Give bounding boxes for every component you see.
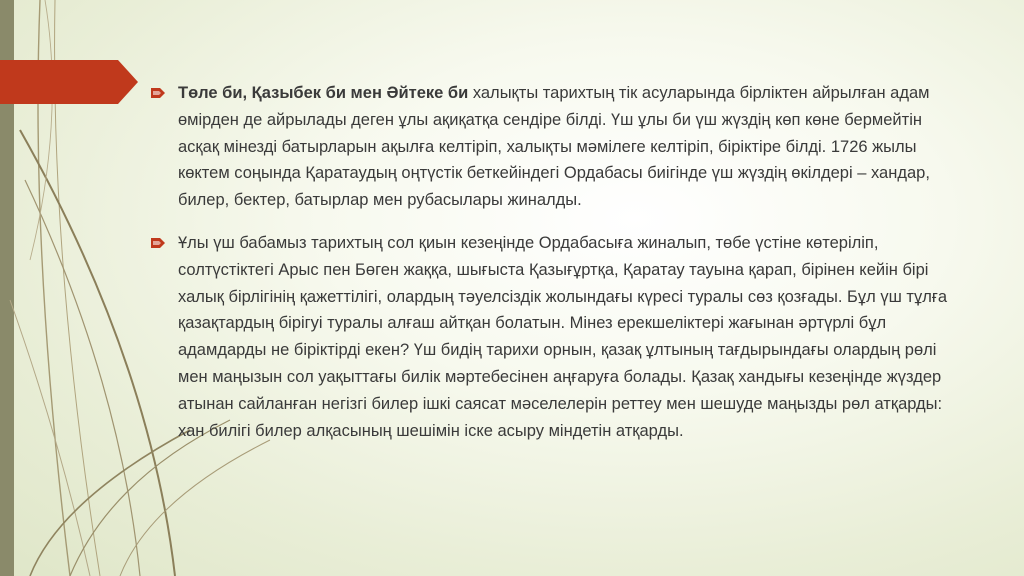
bullet-1-text: халықты тарихтың тік асуларында бірліктен айрылған адам өмірден де айрылады деген ұлы ақиқатқа сендіре білді. Үш ұлы би үш жүздің көп көне бермейтін асқақ мінезді батырларын ақылға келтіріп, халықты мәмілеге келтіріп, біріктіре білді. 1726 жылы көктем соңында Қаратаудың оңтүстік беткейіндегі Ордабасы биігінде үш жүздің өкілдері – хандар, билер, бектер, батырлар мен рубасылары жиналды. [178, 84, 930, 210]
accent-flag-shape [0, 60, 140, 104]
bullet-2-text: Ұлы үш бабамыз тарихтың сол қиын кезеңінде Ордабасыға жиналып, төбе үстіне көтеріліп, солтүстіктегі Арыс пен Бөген жаққа, шығыста Қазығұртқа, Қаратау тауына қарап, бірінен кейін бірі халық бірлігінің қажеттілігі, олардың тәуелсіздік жолындағы күресі туралы сөз қозғады. Бұл үш тұлға қазақтардың бірігуі туралы алғаш айтқан болатын. Мінез ерекшеліктері жағынан әртүрлі бұл адамдарды не біріктірді екен? Үш бидің тарихи орнын, қазақ ұлтының тағдырындағы олардың рөлі мен маңызын сол уақыттағы билік мәртебесінен аңғаруға болады. Қазақ хандығы кезеңінде жүздер атынан сайланған негізгі билер ішкі саясат мәселелерін реттеу мен шешуде маңызды рөл атқарды: хан билігі билер алқасының шешімін іске асыру міндетін атқарды. [178, 233, 948, 440]
arrow-bullet-icon [151, 88, 165, 98]
arrow-bullet-icon [151, 238, 165, 248]
slide-content [148, 80, 958, 460]
bullet-item-1 [148, 80, 958, 214]
bullet-item-2 [148, 230, 958, 444]
bullet-1-lead: Төле би, Қазыбек би мен Әйтеке би [178, 84, 469, 102]
